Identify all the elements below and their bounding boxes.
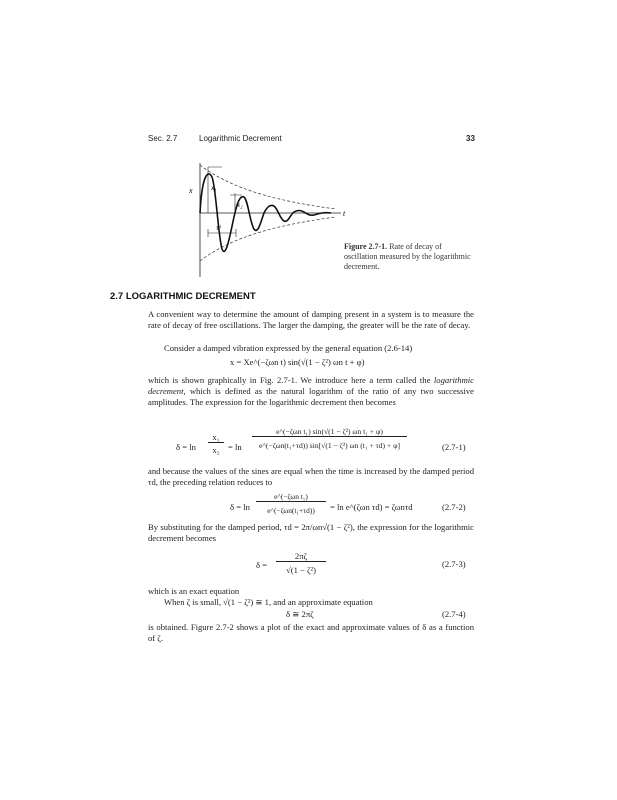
figure-caption-label: Figure 2.7-1. [344, 242, 388, 251]
page-number: 33 [466, 134, 475, 143]
paragraph-1-text: A convenient way to determine the amount of damping present in a system is to measure the rate of decay of free oscillations. The larger the damping, the greater will be the rate of decay. [148, 309, 474, 330]
paragraph-1 [148, 309, 474, 331]
eq2-denominator: e^(−ζωn(t₁+τd)) [267, 506, 315, 515]
paragraph-4: and because the values of the sines are equal when the time is increased by the damped period τd, the preceding relation reduces to [148, 466, 474, 487]
paragraph-3-text-c: which is defined as the natural logarithm of the ratio of any two successive amplitudes. The expression for the logarithmic decrement then becomes [148, 386, 474, 407]
eq1-denominator: e^(−ζωn(t₁+τd)) sin[√(1 − ζ²) ωn (t₁ + τd) + φ] [258, 441, 401, 450]
paragraph-6: which is an exact equation [148, 586, 240, 596]
eq1-numerator: e^(−ζωn t₁) sin(√(1 − ζ²) ωn t₁ + φ) [252, 427, 407, 437]
eq1-lhs: δ = ln [176, 442, 196, 452]
eq3-number: (2.7-3) [442, 559, 466, 569]
eq1-number: (2.7-1) [442, 442, 466, 452]
label-x2: x₂ [237, 201, 243, 209]
term-logarithmic-decrement: logarithmic decrement, [148, 375, 474, 396]
figure-caption-text: Rate of decay of oscillation measured by the logarithmic decrement. [344, 242, 471, 271]
eq2-number: (2.7-2) [442, 502, 466, 512]
eq4: δ ≅ 2πζ [286, 609, 314, 619]
eq2-rhs: = ln e^(ζωn τd) = ζωnτd [330, 502, 413, 512]
equation-general: x = Xe^(−ζωn t) sin(√(1 − ζ²) ωn t + φ) [230, 357, 365, 367]
eq2-numerator: e^(−ζωn t₁) [256, 492, 326, 502]
paragraph-7: When ζ is small, √(1 − ζ²) ≅ 1, and an approximate equation [164, 597, 373, 607]
paragraph-2: Consider a damped vibration expressed by the general equation (2.6-14) [164, 343, 413, 353]
section-heading: 2.7 LOGARITHMIC DECREMENT [110, 291, 256, 302]
eq2-lhs: δ = ln [230, 502, 250, 512]
figure-caption [344, 242, 472, 272]
label-x: x [189, 186, 193, 195]
eq1-mid: = ln [228, 442, 242, 452]
paragraph-8: is obtained. Figure 2.7-2 shows a plot of the exact and approximate values of δ as a function of ζ. [148, 622, 474, 643]
eq3-numerator: 2πζ [276, 551, 326, 562]
eq3-lhs: δ = [256, 560, 268, 570]
damped-oscillation-figure [186, 155, 356, 280]
eq1-ratio-den: x₂ [212, 445, 220, 455]
eq4-number: (2.7-4) [442, 609, 466, 619]
upper-envelope [200, 165, 336, 209]
eq3-denominator: √(1 − ζ²) [285, 565, 316, 575]
running-head-section: Sec. 2.7 [148, 134, 178, 143]
label-x1: x₁ [211, 184, 217, 192]
paragraph-3-text-a: which is shown graphically in Fig. 2.7-1. We introduce here a term called the [148, 375, 431, 385]
paragraph-3 [148, 375, 474, 408]
paragraph-5: By substituting for the damped period, τd = 2π/ωn√(1 − ζ²), the expression for the logarithmic decrement becomes [148, 522, 474, 543]
running-head-title: Logarithmic Decrement [199, 134, 282, 143]
label-t: t [343, 209, 346, 218]
eq1-ratio-num: x₁ [208, 432, 224, 443]
label-tau: τᵈ [216, 224, 221, 232]
